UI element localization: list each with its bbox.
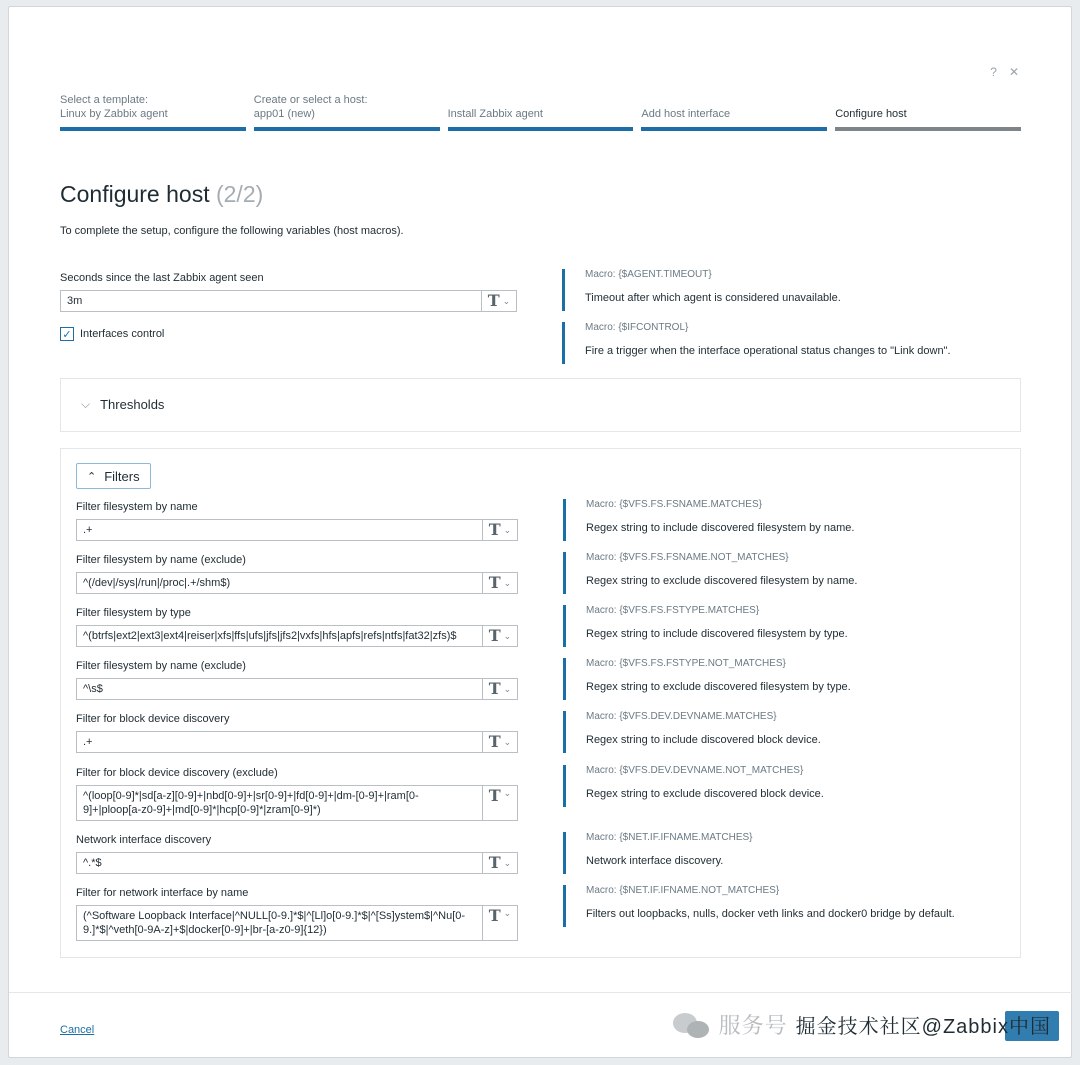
step-value: Configure host: [835, 108, 907, 120]
thresholds-label: Thresholds: [100, 397, 165, 412]
macro-info: [563, 552, 1003, 594]
close-icon[interactable]: ✕: [1008, 65, 1019, 79]
macro-description: Regex string to include discovered filesystem by name.: [586, 522, 855, 534]
macro-info: [563, 885, 1003, 927]
filters-toggle[interactable]: [76, 463, 151, 489]
step-label: [641, 93, 827, 107]
page-title: [60, 181, 263, 208]
macro-description: Regex string to include discovered filesystem by type.: [586, 628, 848, 640]
page-title-text: Configure host: [60, 181, 210, 207]
dialog-footer: [9, 992, 1073, 1058]
watermark-right: 掘金技术社区@Zabbix中国: [795, 1016, 1051, 1038]
macro-name: Macro: {$IFCONTROL}: [585, 322, 689, 333]
filter-input[interactable]: ^(btrfs|ext2|ext3|ext4|reiser|xfs|ffs|ufs|jfs|jfs2|vxfs|hfs|apfs|refs|ntfs|fat32|zfs)$: [76, 625, 483, 647]
macro-name: Macro: {$AGENT.TIMEOUT}: [585, 269, 712, 280]
text-type-icon: T: [488, 573, 501, 592]
macro-name: Macro: {$NET.IF.IFNAME.MATCHES}: [586, 832, 753, 843]
macro-type-button[interactable]: [482, 731, 518, 753]
macro-name: Macro: {$VFS.DEV.DEVNAME.NOT_MATCHES}: [586, 765, 804, 776]
macro-type-button[interactable]: [482, 678, 518, 700]
step-label: [835, 93, 1021, 107]
filter-input[interactable]: (^Software Loopback Interface|^NULL[0-9.]*$|^[Ll]o[0-9.]*$|^[Ss]ystem$|^Nu[0-9.]*$|^veth[0-9A-z]+$|docker[0-9]+|br-[a-z0-9]{12}): [76, 905, 483, 941]
step-label: Create or select a host:: [253, 94, 368, 106]
check-icon: ✓: [62, 328, 72, 341]
filter-label: Filter filesystem by name (exclude): [76, 554, 246, 566]
filter-input[interactable]: ^(/dev|/sys|/run|/proc|.+/shm$): [76, 572, 483, 594]
thresholds-toggle[interactable]: [81, 397, 164, 412]
configure-host-dialog: [8, 6, 1072, 1058]
macro-info: [563, 658, 1003, 700]
step-configure-host[interactable]: [835, 93, 1021, 131]
chevron-down-icon: ⌄: [503, 908, 512, 918]
text-type-icon: T: [488, 853, 501, 872]
dialog-controls: [990, 65, 1019, 79]
chevron-down-icon: ⌄: [503, 857, 512, 868]
text-type-icon: T: [488, 520, 501, 539]
macro-description: Regex string to exclude discovered filesystem by name.: [586, 575, 858, 587]
step-progress-bar: [448, 127, 634, 131]
filter-label: Filter filesystem by name: [76, 501, 198, 513]
step-label: Select a template:: [60, 94, 149, 106]
macro-type-button[interactable]: [482, 519, 518, 541]
macro-description: Regex string to exclude discovered filesystem by type.: [586, 681, 851, 693]
macro-name: Macro: {$VFS.DEV.DEVNAME.MATCHES}: [586, 711, 777, 722]
macro-description: Fire a trigger when the interface operational status changes to "Link down".: [585, 345, 951, 357]
step-value: Add host interface: [641, 108, 731, 120]
chevron-down-icon: ⌄: [503, 577, 512, 588]
macro-type-button[interactable]: [482, 905, 518, 941]
step-progress-bar: [641, 127, 827, 131]
chevron-down-icon: ⌄: [503, 736, 512, 747]
macro-type-button[interactable]: [482, 572, 518, 594]
chevron-down-icon: ⌄: [503, 524, 512, 535]
filter-input[interactable]: ^.*$: [76, 852, 483, 874]
chevron-down-icon: ⌄: [503, 788, 512, 798]
filters-section: [60, 448, 1021, 958]
macro-description: Filters out loopbacks, nulls, docker veth links and docker0 bridge by default.: [586, 908, 955, 920]
macro-info: [563, 499, 1003, 541]
text-type-icon: T: [487, 291, 500, 310]
step-select-template[interactable]: [60, 93, 246, 131]
filter-label: Filter for network interface by name: [76, 887, 249, 899]
filter-label: Filter filesystem by type: [76, 607, 191, 619]
page-step-count: (2/2): [215, 181, 264, 207]
macro-type-button[interactable]: [482, 852, 518, 874]
macro-info: [563, 765, 1003, 807]
watermark-left: 服务号: [718, 1013, 788, 1038]
filter-input[interactable]: ^(loop[0-9]*|sd[a-z][0-9]+|nbd[0-9]+|sr[0-9]+|fd[0-9]+|dm-[0-9]+|ram[0-9]+|ploop[a-z0-9]+|md[0-9]*|hcp[0-9]*|zram[0-9]*): [76, 785, 483, 821]
watermark: [673, 1009, 1051, 1040]
macro-description: Network interface discovery.: [586, 855, 724, 867]
chevron-down-icon: ⌵: [81, 397, 91, 411]
cancel-link[interactable]: Cancel: [60, 1024, 95, 1036]
step-progress-bar: [835, 127, 1021, 131]
chevron-down-icon: ⌄: [503, 630, 512, 641]
macro-info: [562, 322, 1002, 364]
filters-label: Filters: [104, 468, 140, 484]
page-intro: To complete the setup, configure the following variables (host macros).: [60, 225, 404, 237]
macro-name: Macro: {$VFS.FS.FSNAME.MATCHES}: [586, 499, 762, 510]
macro-info: [563, 711, 1003, 753]
text-type-icon: T: [488, 732, 501, 751]
macro-type-button[interactable]: [481, 290, 517, 312]
chevron-down-icon: ⌄: [503, 683, 512, 694]
macro-description: Regex string to include discovered block device.: [586, 734, 821, 746]
step-value: app01 (new): [253, 108, 315, 120]
filter-input[interactable]: .+: [76, 731, 483, 753]
macro-info: [563, 832, 1003, 874]
text-type-icon: T: [488, 626, 501, 645]
step-add-interface[interactable]: [641, 93, 827, 131]
macro-description: Timeout after which agent is considered unavailable.: [585, 292, 841, 304]
ifcontrol-row: [60, 327, 164, 341]
macro-description: Regex string to exclude discovered block device.: [586, 788, 824, 800]
step-value: Linux by Zabbix agent: [60, 108, 168, 120]
chevron-up-icon: ⌃: [87, 470, 97, 483]
help-icon[interactable]: ?: [990, 65, 997, 79]
filter-label: Network interface discovery: [76, 834, 212, 846]
macro-name: Macro: {$NET.IF.IFNAME.NOT_MATCHES}: [586, 885, 780, 896]
filter-label: Filter filesystem by name (exclude): [76, 660, 246, 672]
macro-name: Macro: {$VFS.FS.FSNAME.NOT_MATCHES}: [586, 552, 789, 563]
step-create-host[interactable]: [254, 93, 440, 131]
ifcontrol-label: Interfaces control: [80, 328, 165, 340]
ifcontrol-checkbox[interactable]: [60, 327, 74, 341]
wizard-steps: [60, 93, 1021, 131]
wechat-icon: [673, 1011, 711, 1039]
macro-info: [563, 605, 1003, 647]
filter-input[interactable]: .+: [76, 519, 483, 541]
filter-input[interactable]: ^\s$: [76, 678, 483, 700]
filter-label: Filter for block device discovery (exclude): [76, 767, 278, 779]
agent-timeout-input[interactable]: 3m: [60, 290, 482, 312]
macro-type-button[interactable]: [482, 625, 518, 647]
macro-info: [562, 269, 1002, 311]
thresholds-section: [60, 378, 1021, 432]
text-type-icon: T: [488, 786, 501, 805]
step-progress-bar: [254, 127, 440, 131]
agent-timeout-label: Seconds since the last Zabbix agent seen: [60, 272, 264, 284]
text-type-icon: T: [488, 906, 501, 925]
macro-type-button[interactable]: [482, 785, 518, 821]
macro-name: Macro: {$VFS.FS.FSTYPE.NOT_MATCHES}: [586, 658, 786, 669]
step-value: Install Zabbix agent: [447, 108, 543, 120]
filter-label: Filter for block device discovery: [76, 713, 230, 725]
chevron-down-icon: ⌄: [502, 295, 511, 306]
macro-name: Macro: {$VFS.FS.FSTYPE.MATCHES}: [586, 605, 760, 616]
step-install-agent[interactable]: [448, 93, 634, 131]
step-progress-bar: [60, 127, 246, 131]
text-type-icon: T: [488, 679, 501, 698]
step-label: [448, 93, 634, 107]
